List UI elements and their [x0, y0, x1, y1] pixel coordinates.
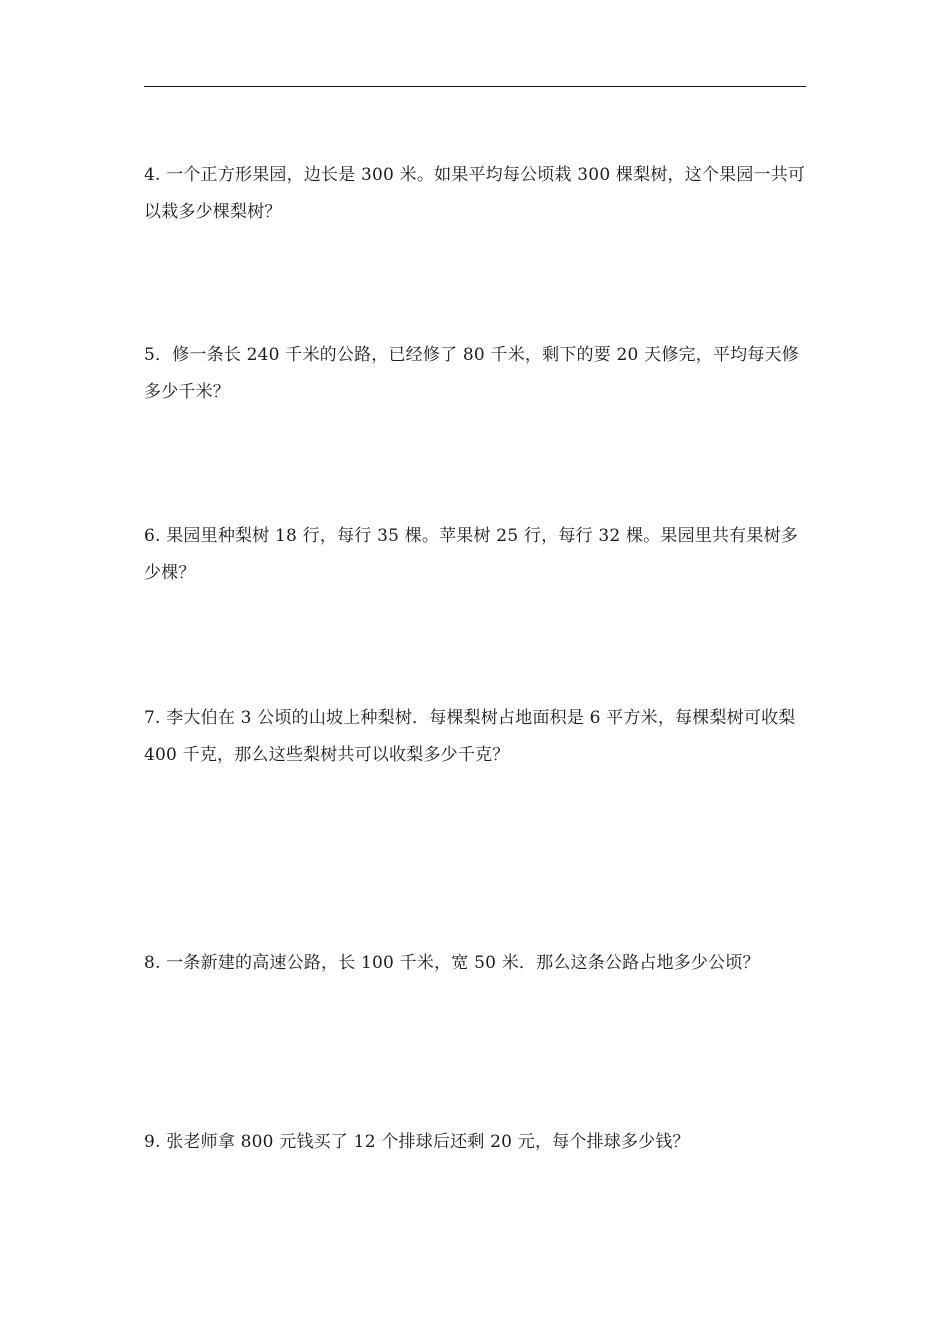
question-9: 9. 张老师拿 800 元钱买了 12 个排球后还剩 20 元，每个排球多少钱？	[144, 1132, 690, 1152]
question-5: 5．修一条长 240 千米的公路，已经修了 80 千米，剩下的要 20 天修完，平均每天修多少千米？	[144, 345, 799, 402]
question-6: 6. 果园里种梨树 18 行，每行 35 棵。苹果树 25 行，每行 32 棵。果园里共有果树多少棵？	[144, 526, 798, 583]
header-rule	[144, 86, 806, 87]
question-8: 8. 一条新建的高速公路，长 100 千米，宽 50 米．那么这条公路占地多少公顷？	[144, 953, 760, 973]
question-4: 4. 一个正方形果园，边长是 300 米。如果平均每公顷栽 300 棵梨树，这个果园一共可以栽多少棵梨树？	[144, 165, 806, 222]
question-7: 7. 李大伯在 3 公顷的山坡上种梨树．每棵梨树占地面积是 6 平方米，每棵梨树可收梨 400 千克，那么这些梨树共可以收梨多少千克？	[144, 708, 796, 765]
